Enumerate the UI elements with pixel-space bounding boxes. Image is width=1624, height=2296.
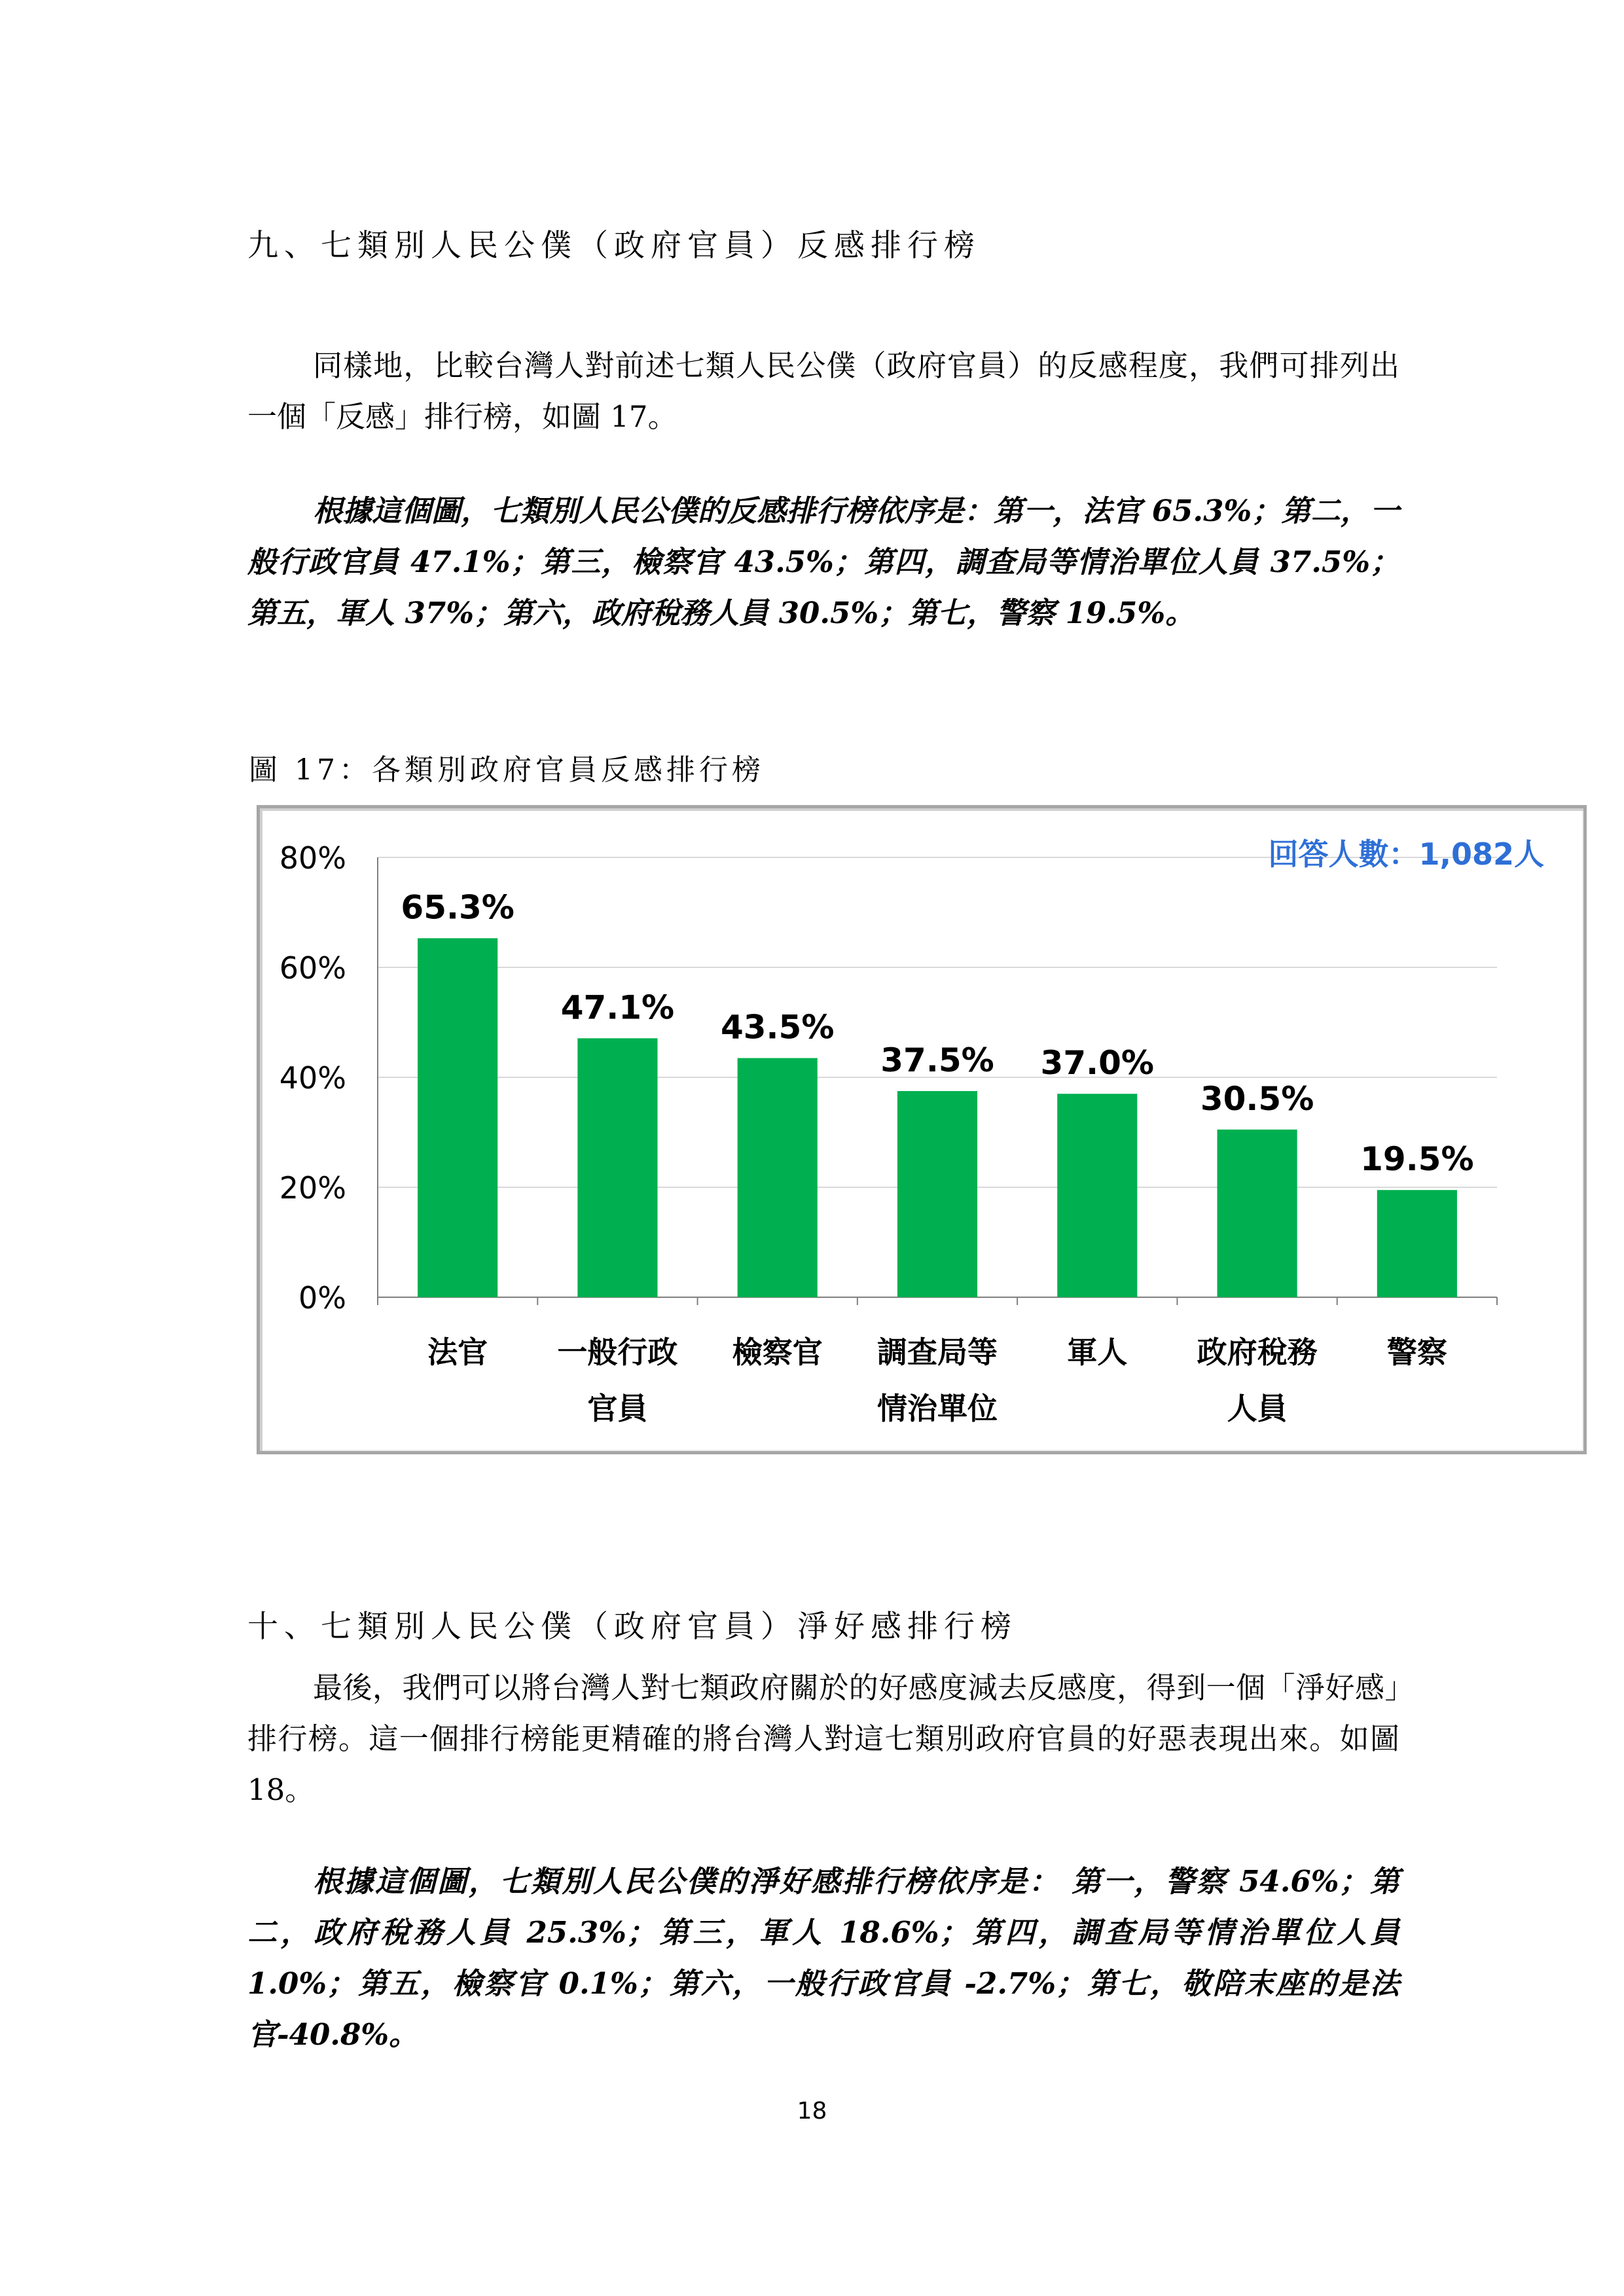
category-label: 情治單位 [877, 1391, 998, 1426]
bar [1218, 1130, 1297, 1297]
data-label: 47.1% [560, 988, 675, 1027]
category-label: 一般行政 [557, 1335, 678, 1370]
data-label: 19.5% [1360, 1140, 1474, 1179]
section-9-paragraph: 同樣地，比較台灣人對前述七類人民公僕（政府官員）的反感程度，我們可排列出一個「反感」排行榜，如圖 17。 [247, 348, 1399, 434]
category-label: 人員 [1227, 1391, 1288, 1426]
data-label: 37.5% [880, 1041, 994, 1079]
category-label: 警察 [1386, 1335, 1447, 1370]
data-label: 65.3% [401, 888, 514, 927]
section-9-heading: 九、七類別人民公僕（政府官員）反感排行榜 [247, 228, 981, 264]
y-tick-label: 60% [279, 950, 346, 986]
y-tick-label: 0% [298, 1280, 346, 1316]
bar [1377, 1190, 1457, 1297]
section-10-paragraph: 最後，我們可以將台灣人對七類政府關於的好感度減去反感度，得到一個「淨好感」排行榜。這一個排行榜能更精確的將台灣人對這七類別政府官員的好惡表現出來。如圖 18。 [247, 1670, 1399, 1807]
figure-17-caption: 圖 17：各類別政府官員反感排行榜 [249, 753, 765, 787]
section-10-heading: 十、七類別人民公僕（政府官員）淨好感排行榜 [247, 1609, 1017, 1645]
y-tick-label: 20% [279, 1170, 346, 1206]
bar [1057, 1094, 1137, 1297]
category-label: 政府稅務 [1197, 1335, 1318, 1370]
y-tick-label: 40% [279, 1060, 346, 1096]
y-tick-label: 80% [279, 840, 346, 876]
section-9-summary: 根據這個圖，七類別人民公僕的反感排行榜依序是：第一，法官 65.3%；第二，一般行政官員 47.1%；第三，檢察官 43.5%；第四，調查局等情治單位人員 37.5%；第五，軍人 37%；第六，政府稅務人員 30.5%；第七，警察 19.5%。 [247, 493, 1399, 630]
figure-17-chart [257, 805, 1587, 1454]
bar [897, 1091, 977, 1297]
bar-chart [260, 808, 1583, 1451]
category-label: 調查局等 [877, 1335, 998, 1370]
category-label: 檢察官 [732, 1335, 823, 1370]
category-label: 軍人 [1067, 1335, 1128, 1370]
data-label: 43.5% [720, 1008, 835, 1047]
category-label: 官員 [587, 1391, 648, 1426]
data-label: 30.5% [1200, 1079, 1314, 1118]
section-10-summary: 根據這個圖，七類別人民公僕的淨好感排行榜依序是： 第一，警察 54.6%；第二，政府稅務人員 25.3%；第三，軍人 18.6%；第四，調查局等情治單位人員 1.0%；第五，檢察官 0.1%；第六，一般行政官員 -2.7%；第七，敬陪末座的是法官-40.8%。 [247, 1864, 1399, 2052]
bar [418, 938, 497, 1297]
data-label: 37.0% [1040, 1044, 1155, 1083]
bar [738, 1058, 818, 1297]
bar [577, 1038, 657, 1297]
category-label: 法官 [427, 1335, 488, 1370]
page-number: 18 [797, 2098, 827, 2125]
respondents-count: 回答人數：1,082人 [1268, 836, 1544, 872]
